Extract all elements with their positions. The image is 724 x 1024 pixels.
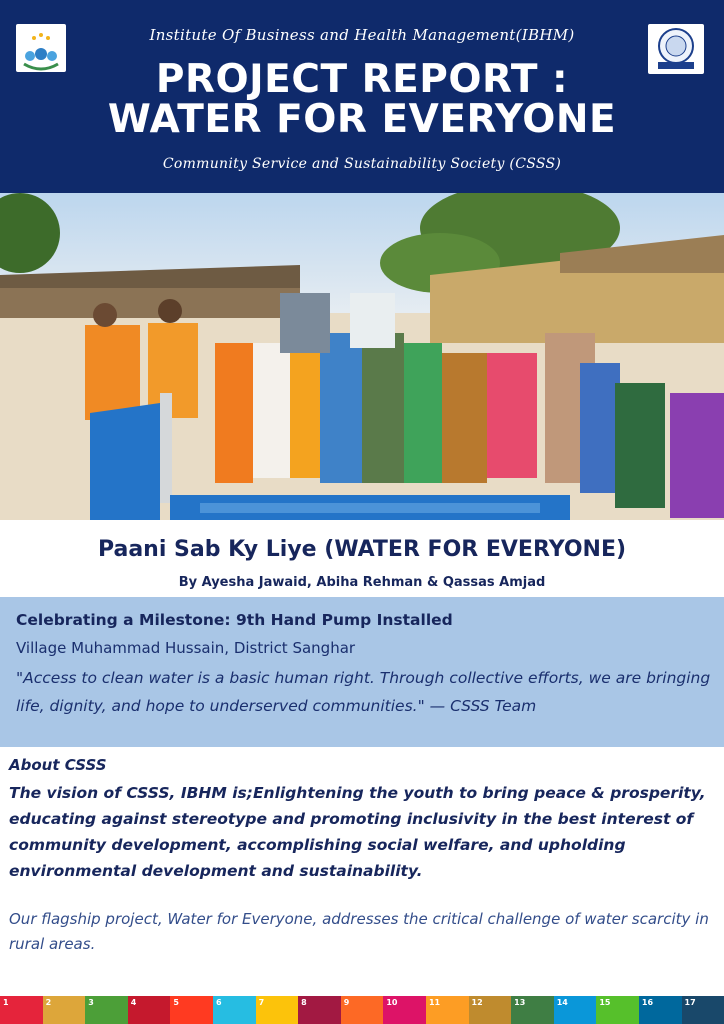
- sdg-goal-number: 17: [684, 998, 696, 1007]
- milestone-quote: "Access to clean water is a basic human right. Through collective efforts, we are bringing life, dignity, and hope to underserved communities." — CSSS Team: [16, 669, 711, 715]
- sdg-goal-tile: [0, 996, 43, 1024]
- sdg-goal-tile: [639, 996, 682, 1024]
- sdg-goal-tile: [511, 996, 554, 1024]
- about-heading: About CSSS: [9, 756, 107, 774]
- sdg-goal-number: 12: [471, 998, 483, 1007]
- milestone-box: [0, 597, 724, 747]
- report-title: [0, 57, 724, 142]
- sdg-goal-number: 9: [343, 998, 350, 1007]
- society-name: Community Service and Sustainability Society (CSSS): [162, 156, 562, 172]
- about-vision: The vision of CSSS, IBHM is;Enlightening the youth to bring peace & prosperity, educating against stereotype and promoting inclusivity in the best interest of community development, accomplishing social welfare, and upholding environmental development and sustainability.: [9, 784, 706, 880]
- article-subtitle: Paani Sab Ky Liye (WATER FOR EVERYONE): [97, 537, 627, 562]
- sdg-goal-number: 13: [514, 998, 526, 1007]
- article-authors: By Ayesha Jawaid, Abiha Rehman & Qassas Amjad: [178, 575, 546, 590]
- university-seal-logo: [648, 24, 704, 74]
- sdg-goal-tile: [596, 996, 639, 1024]
- sdg-goal-number: 16: [641, 998, 654, 1007]
- sdg-goal-number: 1: [3, 998, 9, 1007]
- sdg-goal-tile: [469, 996, 512, 1024]
- sdg-goal-tile: [426, 996, 469, 1024]
- report-title-line1: PROJECT REPORT :: [155, 57, 569, 102]
- sdg-goal-tile: [554, 996, 597, 1024]
- sdg-goal-number: 6: [215, 998, 222, 1007]
- sdg-goal-tile: [682, 996, 724, 1024]
- sdg-goal-number: 15: [599, 998, 611, 1007]
- sdg-goal-number: 7: [258, 998, 265, 1007]
- sdg-goal-number: 5: [173, 998, 179, 1007]
- sdg-goal-tile: [128, 996, 171, 1024]
- sdg-goal-number: 3: [88, 998, 94, 1007]
- institute-name: Institute Of Business and Health Management(IBHM): [149, 26, 575, 44]
- milestone-heading: Celebrating a Milestone: 9th Hand Pump Installed: [16, 611, 453, 629]
- flagship-paragraph: Our flagship project, Water for Everyone, addresses the critical challenge of water scarcity in rural areas.: [9, 910, 709, 953]
- sdg-goal-tile: [298, 996, 341, 1024]
- sdg-goal-tile: [170, 996, 213, 1024]
- sdg-goal-number: 11: [428, 998, 441, 1007]
- report-title-line2: WATER FOR EVERYONE: [107, 97, 617, 142]
- sdg-goal-tile: [341, 996, 384, 1024]
- sdg-goal-number: 14: [556, 998, 568, 1007]
- milestone-location: Village Muhammad Hussain, District Sanghar: [16, 639, 356, 657]
- sdg-goal-tile: [213, 996, 256, 1024]
- header-banner: [0, 0, 724, 193]
- sdg-goal-number: 2: [45, 998, 52, 1007]
- sdg-goal-tile: [383, 996, 426, 1024]
- sdg-goal-tile: [85, 996, 128, 1024]
- sdg-goal-tile: [43, 996, 86, 1024]
- sdg-goal-tile: [256, 996, 299, 1024]
- sdg-goal-number: 8: [301, 998, 307, 1007]
- hand-pump-photo: [0, 193, 724, 520]
- sdg-goal-number: 10: [386, 998, 398, 1007]
- sdg-goals-strip: [0, 996, 724, 1024]
- sdg-goal-number: 4: [130, 998, 137, 1007]
